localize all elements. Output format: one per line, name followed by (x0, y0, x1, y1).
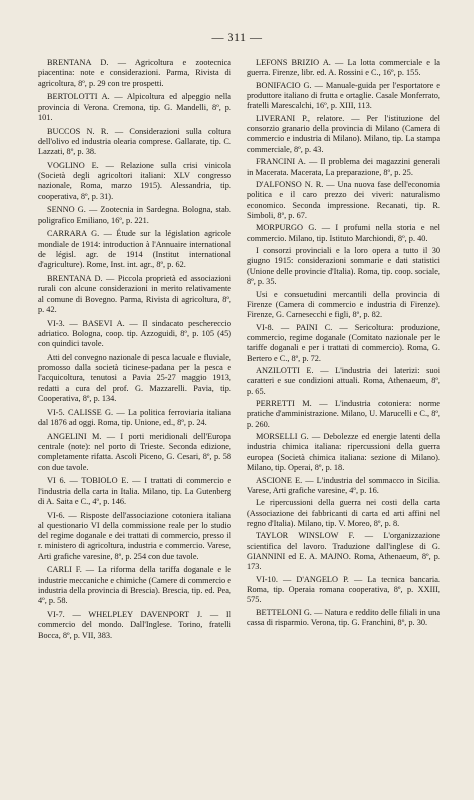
bibliography-entry: VI-6. — Risposte dell'associazione cotoniera italiana al questionario VI della commissione reale per lo studio del regime doganale e dei trattati di commercio, presso il r. ministero di agricoltura, industria e commercio. Varese, Arti grafiche varesine, 8º, p. 254 con due tavole. (38, 510, 231, 561)
bibliography-entry: CARRARA G. — Étude sur la législation agricole mondiale de 1914: introduction à l'Annuaire international de législ. agr. de 1914 (Institut international d'agriculture). Rome, Inst. int. agr., 8º, p. 62. (38, 229, 231, 270)
bibliography-entry: VI-3. — BASEVI A. — Il sindacato peschereccio adriatico. Bologna, coop. tip. Azzoguidi, 8º, p. 105 (45) con quindici tavole. (38, 318, 231, 349)
bibliography-entry: BRENTANA D. — Agricoltura e zootecnica piacentina: note e considerazioni. Parma, Rivista di agricoltura, 8º, p. 29 con tre prospetti. (38, 58, 231, 88)
bibliography-entry: VOGLINO E. — Relazione sulla crisi vinicola (Società degli agricoltori italiani: XLV congresso nazionale, Roma, marzo 1915). Alessandria, tip. cooperativa, 8º, p. 31). (38, 160, 231, 201)
left-column (38, 58, 231, 644)
bibliography-entry: ANGELINI M. — I porti meridionali dell'Europa centrale (note): nel porto di Trieste. Seconda edizione, completamente rifatta. Ascoli Piceno, G. Cesari, 8º, p. 58 con due tavole. (38, 431, 231, 472)
bibliography-entry: I consorzi provinciali e la loro opera a tutto il 30 giugno 1915: considerazioni sommarie e dati statistici (Unione delle provincie d'Italia). Roma, tip. coop. sociale, 8º, p. 35. (247, 246, 440, 287)
bibliography-entry: LEFONS BRIZIO A. — La lotta commerciale e la guerra. Firenze, libr. ed. A. Rossini e C., 16º, p. 155. (247, 58, 440, 78)
bibliography-entry: VI-5. CALISSE G. — La politica ferroviaria italiana dal 1876 ad oggi. Roma, tip. Unione, ed., 8º, p. 24. (38, 407, 231, 428)
bibliography-entry: VI-8. — PAINI C. — Sericoltura: produzione, commercio, regime doganale (Comitato nazionale per le tariffe doganali e per i trattati di commercio). Roma, G. Bertero e C., 8º, p. 72. (247, 322, 440, 363)
bibliography-entry: MORPURGO G. — I profumi nella storia e nel commercio. Milano, tip. Istituto Marchiondi, 8º, p. 40. (247, 223, 440, 243)
bibliography-entry: CARLI F. — La riforma della tariffa doganale e le industrie meccaniche e chimiche (Camere di commercio e industria della provincia di Brescia). Brescia, tip. ed. Pea, 4º, p. 58. (38, 565, 231, 606)
bibliography-entry: VI-10. — D'ANGELO P. — La tecnica bancaria. Roma, tip. Operaia romana cooperativa, 8º, p. XXIII, 575. (247, 574, 440, 605)
bibliography-entry: VI-7. — WHELPLEY DAVENPORT J. — Il commercio del mondo. Dall'Inglese. Torino, fratelli Bocca, 8º, p. VII, 383. (38, 610, 231, 640)
bibliography-entry: D'ALFONSO N. R. — Una nuova fase dell'economia politica e il caro prezzo dei viveri: naturalismo economico. Seconda impressione. Recanati, tip. R. Simboli, 8º, p. 67. (247, 180, 440, 220)
bibliography-entry: Usi e consuetudini mercantili della provincia di Firenze (Camera di commercio e industria di Firenze). Firenze, G. Carnesecchi e figli, 8º, p. 82. (247, 289, 440, 320)
bibliography-entry: BUCCOS N. R. — Considerazioni sulla coltura dell'olivo ed industria olearia comprese. Gallarate, tip. C. Lazzati, 8º, p. 38. (38, 126, 231, 157)
bibliography-entry: BRENTANA D. — Piccola proprietà ed associazioni rurali con alcune considerazioni in merito relativamente al comune di Bovegno. Parma, Rivista di agricoltura, 8º, p. 42. (38, 273, 231, 314)
bibliography-entry: ASCIONE E. — L'industria del sommacco in Sicilia. Varese, Arti grafiche varesine, 4º, p. 16. (247, 475, 440, 495)
right-column (247, 58, 440, 631)
bibliography-entry: LIVERANI P., relatore. — Per l'istituzione del consorzio granario della provincia di Milano (Camera di commercio e industria di Milano). Milano, tip. La stampa commerciale, 8º, p. 43. (247, 113, 440, 154)
bibliography-entry: SENNO G. — Zootecnia in Sardegna. Bologna, stab. poligrafico Emiliano, 16º, p. 221. (38, 205, 231, 225)
bibliography-entry: MORSELLI G. — Debolezze ed energie latenti della industria chimica italiana: ripercussioni della guerra europea (Società chimica italiana: sezione di Milano). Milano, tip. Operai, 8º, p. 18. (247, 432, 440, 473)
bibliography-entry: PERRETTI M. — L'industria cotoniera: norme pratiche d'amministrazione. Milano, U. Marucelli e C., 8º, p. 260. (247, 399, 440, 429)
bibliography-entry: ANZILOTTI E. — L'industria dei laterizi: suoi caratteri e sue condizioni attuali. Roma, Athenaeum, 8º, p. 65. (247, 366, 440, 396)
bibliography-entry: Atti del convegno nazionale di pesca lacuale e fluviale, promosso dalla società ticinese-padana per la pesca e l'acquicoltura, tenutosi a Pavia 25-27 maggio 1913, redatti a cura del prof. G. Mazzarelli. Pavia, tip. Cooperativa, 8º, p. 134. (38, 352, 231, 404)
page-number: — 311 — (211, 30, 263, 44)
bibliography-entry: BONIFACIO G. — Manuale-guida per l'esportatore e produttore italiano di frutta e ortaglie. Casale Monferrato, fratelli Marescalchi, 16º, p. XIII, 113. (247, 80, 440, 111)
bibliography-entry: FRANCINI A. — Il problema dei magazzini generali in Macerata. Macerata, La preparazione, 8º, p. 25. (247, 157, 440, 177)
bibliography-entry: BETTELONI G. — Natura e reddito delle filiali in una cassa di risparmio. Verona, tip. G. Franchini, 8º, p. 30. (247, 607, 440, 628)
bibliography-entry: BERTOLOTTI A. — Alpicoltura ed alpeggio nella provincia di Verona. Cremona, tip. G. Mandelli, 8º, p. 101. (38, 92, 231, 122)
bibliography-entry: TAYLOR WINSLOW F. — L'organizzazione scientifica del lavoro. Traduzione dall'inglese di G. GIANNINI ed E. A. MAJNO. Roma, Athenaeum, 8º, p. 173. (247, 531, 440, 572)
bibliography-entry: VI 6. — TOBIOLO E. — I trattati di commercio e l'industria della carta in Italia. Milano, tip. La Gutenberg di A. Saita e C., 4º, p. 146. (38, 476, 231, 506)
bibliography-entry: Le ripercussioni della guerra nei costi della carta (Associazione dei fabbricanti di carta ed arti affini nel regno d'Italia). Milano, tip. V. Moreo, 8º, p. 8. (247, 498, 440, 528)
